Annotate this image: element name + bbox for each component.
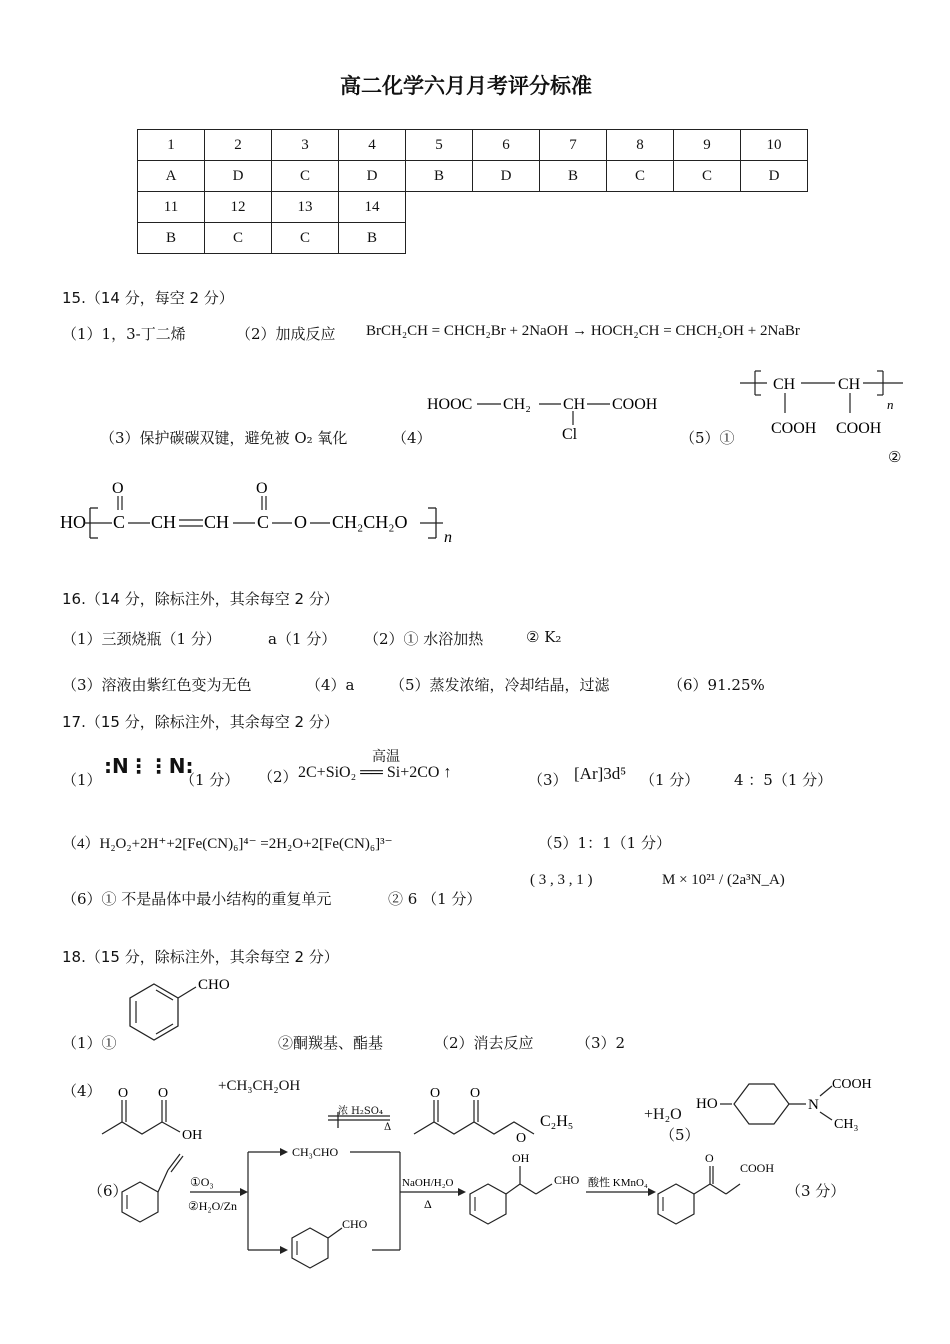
poly-ch1: CH — [151, 512, 177, 532]
table-cell: D — [205, 161, 272, 192]
struct5-cooh-a: COOH — [771, 420, 817, 437]
table-cell: 14 — [339, 192, 406, 223]
q17-part4: （4）H₂O₂+2H⁺+2[Fe(CN)₆]⁴⁻ =2H₂O+2[Fe(CN)₆]³⁻ — [62, 836, 393, 852]
q18-p6-oh: OH — [512, 1151, 530, 1165]
q17-part6-formula: M × 10²¹ / (2a³N_A) — [662, 872, 785, 888]
q17-part3: （3） — [528, 771, 568, 789]
table-cell: 1 — [138, 130, 205, 161]
q18-part6: （6） — [88, 1182, 128, 1200]
table-row — [138, 192, 808, 223]
table-cell: D — [339, 161, 406, 192]
table-cell: 10 — [741, 130, 808, 161]
q18-part1: （1）① — [62, 1034, 117, 1052]
q18-p6-r1: ①O₃ — [190, 1175, 214, 1189]
q17-part1: （1） — [62, 771, 102, 789]
q16-line2-d: （6）91.25% — [668, 676, 765, 694]
q18-part2: （2）消去反应 — [434, 1034, 534, 1052]
q15-part5-2: ② — [888, 448, 902, 466]
svg-text:O: O — [118, 1086, 129, 1101]
q17-part3-conf: [Ar]3d⁵ — [574, 764, 627, 783]
table-cell: C — [272, 223, 339, 254]
svg-text:OH: OH — [182, 1128, 203, 1143]
q18-part4-cond-bot: Δ — [384, 1122, 392, 1133]
struct5-cooh-b: COOH — [836, 420, 882, 437]
q17-n2-formula: :N⋮⋮N: — [104, 754, 194, 778]
q18-p6-kmno4: 酸性 KMnO₄ — [588, 1177, 648, 1189]
q18-part4-reagent: +CH₃CH₂OH — [218, 1078, 301, 1094]
q18-part5: （5） — [660, 1126, 700, 1144]
svg-text:O: O — [430, 1086, 441, 1101]
q15-part5: （5）① — [680, 429, 735, 447]
q18-header: 18.（15 分，除标注外，其余每空 2 分） — [62, 948, 339, 966]
poly-o1: O — [112, 480, 124, 497]
q18-part4: （4） — [62, 1082, 102, 1100]
q18-part4-water: +H₂O — [644, 1106, 682, 1123]
q15-part1: （1）1，3-丁二烯 — [62, 325, 186, 343]
q18-p5-cooh: COOH — [832, 1077, 872, 1092]
answer-table — [137, 129, 808, 254]
table-cell: B — [138, 223, 205, 254]
q18-p6-ch3cho: CH₃CHO — [292, 1145, 339, 1159]
q17-part2-eq: 2C+SiO₂ ══ Si+2CO ↑ — [298, 764, 452, 781]
q18-cho-label: CHO — [198, 977, 230, 993]
page-title: 高二化学六月月考评分标准 — [340, 74, 592, 98]
table-cell: B — [406, 161, 473, 192]
poly-o2: O — [256, 480, 268, 497]
q15-part2: （2）加成反应 — [236, 325, 336, 343]
q15-part4: （4） — [392, 429, 432, 447]
table-cell: 8 — [607, 130, 674, 161]
q17-part2-cond: 高温 — [372, 749, 400, 765]
struct5-n: n — [887, 397, 894, 412]
q17-part6-2: ② 6 （1 分） — [388, 890, 482, 908]
q18-c2h5: C₂H₅ — [540, 1113, 574, 1130]
q15-polymer-structure — [58, 480, 478, 550]
q17-part6-coord: ( 3 , 3 , 1 ) — [530, 872, 593, 888]
q18-part1-2: ②酮羰基、酯基 — [278, 1034, 384, 1052]
q18-part6-score: （3 分） — [786, 1182, 846, 1200]
q16-line1-c: （2）① 水浴加热 — [364, 630, 484, 648]
struct-hooc: HOOC — [427, 396, 473, 413]
svg-text:O: O — [516, 1131, 527, 1146]
q18-p6-cooh: COOH — [740, 1161, 775, 1175]
table-cell: C — [674, 161, 741, 192]
table-cell: A — [138, 161, 205, 192]
q17-part5: （5）1：1（1 分） — [538, 834, 671, 852]
struct-ch: CH — [563, 396, 586, 413]
poly-ho: HO — [60, 512, 86, 532]
q15-structure-4 — [425, 385, 670, 445]
q15-part3: （3）保护碳碳双键，避免被 O₂ 氧化 — [100, 429, 348, 447]
q18-part5-structure — [694, 1076, 884, 1136]
table-cell: 4 — [339, 130, 406, 161]
table-cell: 11 — [138, 192, 205, 223]
svg-text:O: O — [158, 1086, 169, 1101]
table-cell: D — [741, 161, 808, 192]
q18-part4-cond-top: 浓 H₂SO₄ — [338, 1106, 383, 1117]
q18-part3: （3）2 — [576, 1034, 626, 1052]
table-row — [138, 130, 808, 161]
poly-chain: CH₂CH₂O — [332, 512, 408, 532]
q17-part6: （6）① 不是晶体中最小结构的重复单元 — [62, 890, 332, 908]
q18-p5-ho: HO — [696, 1096, 718, 1112]
q17-part2: （2） — [258, 768, 298, 786]
q15-structure-5 — [735, 365, 915, 445]
poly-c2: C — [257, 512, 270, 532]
poly-c1: C — [113, 512, 126, 532]
q18-synthesis-route — [110, 1140, 880, 1340]
q18-p6-cho: CHO — [554, 1173, 580, 1187]
struct5-ch-b: CH — [838, 376, 861, 393]
poly-o3: O — [294, 512, 307, 532]
table-cell: 3 — [272, 130, 339, 161]
table-cell: B — [339, 223, 406, 254]
svg-text:O: O — [470, 1086, 481, 1101]
struct5-ch-a: CH — [773, 376, 796, 393]
q18-benzaldehyde — [118, 970, 248, 1050]
poly-ch2: CH — [204, 512, 230, 532]
q18-p5-ch3: CH₃ — [834, 1117, 859, 1132]
q15-equation: BrCH₂CH = CHCH₂Br + 2NaOH → HOCH₂CH = CHCH₂OH + 2NaBr — [366, 323, 800, 339]
poly-n: n — [444, 529, 452, 546]
q16-line1-d: ② K₂ — [526, 628, 562, 646]
q16-line2-b: （4）a — [306, 676, 355, 694]
table-cell: C — [205, 223, 272, 254]
q16-line2-c: （5）蒸发浓缩，冷却结晶，过滤 — [390, 676, 610, 694]
q17-header: 17.（15 分，除标注外，其余每空 2 分） — [62, 713, 339, 731]
q18-p6-naoh: NaOH/H₂O — [402, 1177, 454, 1189]
q17-part3-score: （1 分） — [640, 771, 700, 789]
q17-part3-ratio: 4 ：5（1 分） — [734, 771, 833, 789]
table-cell: 6 — [473, 130, 540, 161]
table-cell: C — [607, 161, 674, 192]
q16-line2-a: （3）溶液由紫红色变为无色 — [62, 676, 252, 694]
table-cell: 13 — [272, 192, 339, 223]
q18-p6-r2: ②H₂O/Zn — [188, 1199, 237, 1213]
q18-acetoacetic-acid — [98, 1078, 218, 1148]
table-row — [138, 223, 808, 254]
q18-p6-benz-cho: CHO — [342, 1217, 368, 1231]
q18-p6-o: O — [705, 1151, 714, 1165]
q18-p6-delta: Δ — [424, 1197, 432, 1211]
table-cell: 2 — [205, 130, 272, 161]
q16-line1-b: a（1 分） — [268, 630, 337, 648]
table-cell: C — [272, 161, 339, 192]
q17-part1-score: （1 分） — [180, 771, 240, 789]
q18-ethyl-acetoacetate — [410, 1078, 600, 1148]
q15-header: 15.（14 分，每空 2 分） — [62, 289, 234, 307]
table-cell: D — [473, 161, 540, 192]
struct-cl: Cl — [562, 426, 578, 443]
table-cell: 9 — [674, 130, 741, 161]
struct-cooh: COOH — [612, 396, 658, 413]
table-row — [138, 161, 808, 192]
table-cell: B — [540, 161, 607, 192]
table-cell: 7 — [540, 130, 607, 161]
table-cell: 12 — [205, 192, 272, 223]
struct-ch2: CH₂ — [503, 396, 531, 413]
q18-p5-n: N — [808, 1097, 819, 1113]
q16-header: 16.（14 分，除标注外，其余每空 2 分） — [62, 590, 339, 608]
q16-line1-a: （1）三颈烧瓶（1 分） — [62, 630, 221, 648]
table-cell: 5 — [406, 130, 473, 161]
